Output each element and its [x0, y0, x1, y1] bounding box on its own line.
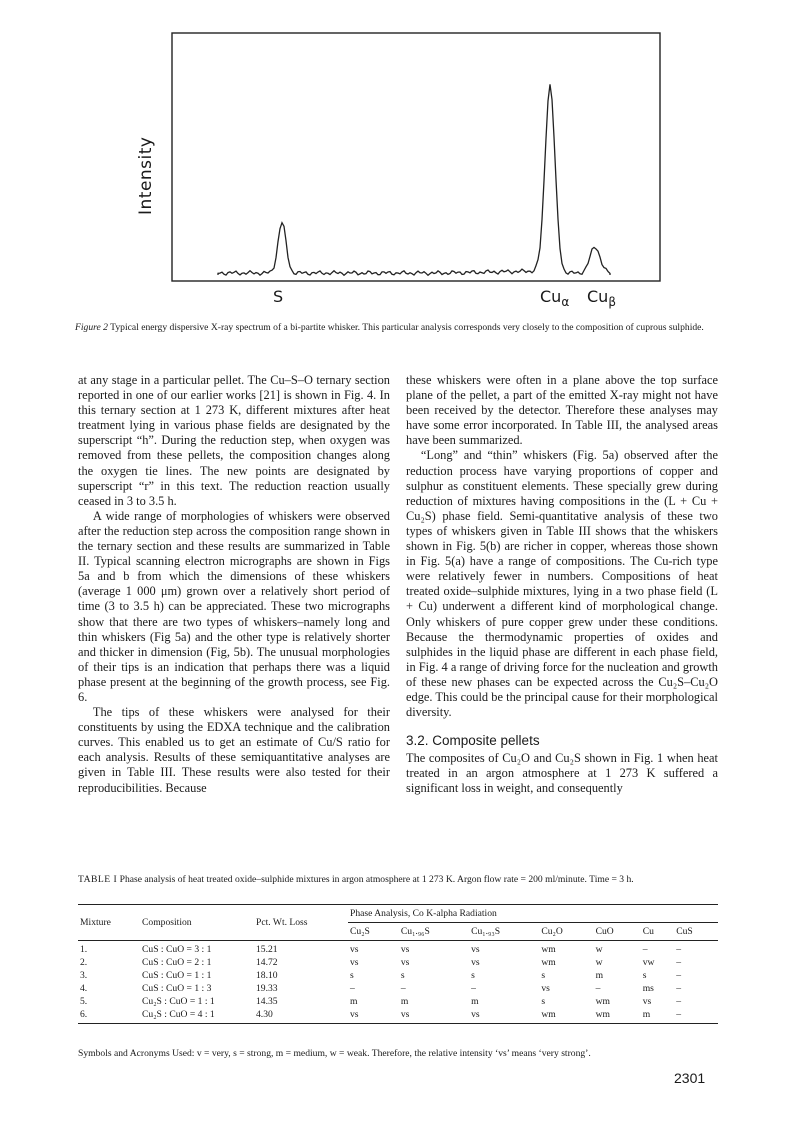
table-cell-phase: –: [471, 983, 476, 994]
table-cell-phase: vs: [469, 1008, 539, 1024]
phase-column-header: CuS: [674, 923, 718, 941]
table-cell-phase: m: [641, 1008, 675, 1024]
table-cell-phase: –: [400, 983, 406, 994]
table-row: [78, 1008, 718, 1024]
table-cell-phase: vs: [471, 957, 480, 968]
table-row: [78, 941, 718, 957]
table-cell-phase: –: [674, 1008, 718, 1024]
table-cell-loss: 14.72: [256, 957, 278, 968]
paragraph: A wide range of morphologies of whiskers were observed after the reduction step across the composition range shown in the ternary section and these results are summarized in Table II. Typical scanning electron micrographs are shown in Figs 5a and b from which the dimensions of these whiskers (average 1 000 μm) grown over a relatively short period of time (3 to 3.5 h) can be appreciated. These two micrographs show that there are two types of whiskers–namely long and thin whiskers (Fig 5a) and the other type is relatively shorter and thicker in dimension (Fig, 5b). The unusual morphologies of their tips is an indication that perhaps there was a liquid phase present at the beginning of the growth process, see Fig. 6.: [78, 508, 390, 704]
table-cell-phase: vs: [348, 1008, 399, 1024]
table-cell-phase: vs: [350, 957, 359, 968]
table-cell-phase: –: [676, 970, 681, 981]
table-cell-composition: CuS : CuO = 1 : 3: [142, 983, 212, 994]
table-row: [78, 969, 718, 982]
table-cell-mixture: 6.: [78, 1008, 140, 1024]
table-cell-loss: 14.35: [256, 996, 278, 1007]
table-cell-phase: vs: [642, 996, 652, 1007]
edx-spectrum-figure: [136, 25, 700, 320]
table-cell-mixture: 4.: [80, 983, 88, 994]
section-heading: 3.2. Composite pellets: [406, 733, 540, 749]
table-cell-mixture: 2.: [80, 957, 88, 968]
table-cell-phase: –: [676, 957, 681, 968]
spectrum-trace: [218, 84, 610, 275]
table-row: [78, 995, 718, 1008]
table-cell-phase: vs: [399, 1008, 469, 1024]
peak-label-s: S: [273, 287, 284, 306]
spectrum-chart: [140, 25, 700, 320]
table-row: [78, 956, 718, 969]
table-cell-loss: 18.10: [256, 970, 278, 981]
table-cell-phase: s: [541, 970, 546, 981]
plot-frame: [172, 33, 660, 281]
table-cell-loss: 15.21: [256, 944, 278, 955]
paragraph: The composites of Cu₂O and Cu₂S shown in Fig. 1 when heat treated in an argon atmosphere at 1 273 K suffered a significant loss in weight, and consequently: [406, 751, 718, 796]
paragraph: these whiskers were often in a plane above the top surface plane of the pellet, a part of the emitted X-ray might not have been received by the detector. Therefore these analyses may have some error incorporated. In Table III, the analysed areas have been summarized.: [406, 373, 718, 448]
table-cell-phase: wm: [539, 1008, 593, 1024]
paragraph: “Long” and “thin” whiskers (Fig. 5a) observed after the reduction process have varying proportions of copper and sulphur as constituent elements. These specially grew during reduction of mixtures having compositions in the (L + Cu + Cu₂S) phase field. Semi-quantitative analysis of these two types of whiskers given in Table III shows that the whiskers shown in Fig. 5(b) are richer in copper, whereas those shown in Fig. 5(a) have a range of compositions. The Cu-rich type were relatively fewer in numbers. Compositions of heat treated oxide–sulphide mixtures, lying in a two phase field (L + Cu) underwent a different kind of morphological change. Only whiskers of pure copper grew under these conditions. Because the thermodynamic properties of oxides and sulphides in the liquid phase are different in each phase field, in Fig. 4 a range of driving force for the nucleation and growth of these new phases can be expected across the Cu₂S–Cu₂O edge. This could be the principal cause for their morphological diversity.: [406, 448, 718, 720]
table-cell-phase: –: [676, 996, 681, 1007]
phase-column-header: Cu₁.₉₆S: [399, 923, 469, 941]
table-cell-phase: wm: [541, 957, 556, 968]
table-cell-phase: –: [676, 944, 681, 955]
peak-label-cu-alpha: $Cu_\alpha$: [540, 287, 570, 310]
right-column: [406, 373, 718, 797]
column-group-header: Phase Analysis, Co K-alpha Radiation: [348, 905, 718, 923]
table-cell-phase: –: [676, 983, 681, 994]
table-cell-phase: m: [595, 970, 604, 981]
table-cell-phase: vs: [400, 944, 410, 955]
paragraph: The tips of these whiskers were analysed for their constituents by using the EDXA technique and the calibration curves. This enabled us to get an estimate of Cu/S ratio for each analysis. Results of these semiquantitative analyses are given in Table III. These results were also tested for their reproducibilities. Because: [78, 705, 390, 795]
phase-column-header: Cu₂S: [348, 923, 399, 941]
table-cell-composition: CuS : CuO = 2 : 1: [142, 957, 212, 968]
table-cell-loss: 19.33: [256, 983, 278, 994]
table-cell-phase: s: [541, 996, 546, 1007]
table-cell-phase: s: [350, 970, 354, 981]
phase-column-header: Cu₂O: [539, 923, 593, 941]
table-cell-phase: –: [642, 944, 648, 955]
table-cell-phase: –: [595, 983, 601, 994]
table-cell-composition: Cu₂S : CuO = 4 : 1: [140, 1008, 254, 1024]
table-cell-composition: Cu₂S : CuO = 1 : 1: [142, 996, 215, 1007]
table-cell-phase: vs: [541, 983, 550, 994]
paragraph: at any stage in a particular pellet. The Cu–S–O ternary section reported in one of our earlier works [21] is shown in Fig. 4. In this ternary section at 1 273 K, different mixtures after heat treatment lying in various phase fields are designated by the superscript “h”. During the reduction step, when oxygen was removed from these pellets, the composition changes along the oxygen tie lines. The new points are designated by superscript “r” in this text. The reduction reaction usually ceased in 3 to 3.5 h.: [78, 373, 390, 508]
table-cell-composition: CuS : CuO = 3 : 1: [142, 944, 212, 955]
table-cell-phase: s: [400, 970, 405, 981]
peak-label-cu-beta: $Cu_\beta$: [587, 287, 616, 310]
phase-column-header: Cu: [641, 923, 675, 941]
page-number: 2301: [674, 1070, 706, 1086]
table-cell-phase: s: [471, 970, 475, 981]
table-cell-composition: CuS : CuO = 1 : 1: [142, 970, 212, 981]
column-header: Composition: [140, 905, 254, 941]
table-cell-phase: w: [595, 944, 603, 955]
table-cell-phase: m: [350, 996, 358, 1007]
table-cell-mixture: 3.: [80, 970, 88, 981]
column-header: Pct. Wt. Loss: [254, 905, 348, 941]
table-row: [78, 982, 718, 995]
table-cell-phase: ms: [642, 983, 654, 994]
phase-analysis-table: [78, 904, 718, 1024]
table-cell-phase: wm: [594, 1008, 641, 1024]
table-cell-loss: 4.30: [254, 1008, 348, 1024]
table-cell-phase: vs: [400, 957, 410, 968]
table-cell-phase: vw: [642, 957, 655, 968]
symbols-note: Symbols and Acronyms Used: v = very, s = strong, m = medium, w = weak. Therefore, the relative intensity ‘vs’ means ‘very strong’.: [78, 1048, 591, 1059]
table-cell-phase: wm: [541, 944, 556, 955]
table-cell-phase: –: [350, 983, 355, 994]
table-cell-mixture: 1.: [80, 944, 88, 955]
table-cell-phase: vs: [471, 944, 480, 955]
left-column: [78, 373, 390, 796]
table-caption: TABLE I Phase analysis of heat treated oxide–sulphide mixtures in argon atmosphere at 1 273 K. Argon flow rate = 200 ml/minute. Time = 3 h.: [78, 874, 634, 885]
column-header: Mixture: [78, 905, 140, 941]
table-cell-phase: m: [400, 996, 409, 1007]
table-cell-phase: s: [642, 970, 647, 981]
table-cell-phase: vs: [350, 944, 359, 955]
phase-column-header: Cu₁.₉₃S: [469, 923, 539, 941]
figure-caption: Figure 2 Typical energy dispersive X-ray spectrum of a bi-partite whisker. This particular analysis corresponds very closely to the composition of cuprous sulphide.: [75, 322, 704, 333]
phase-column-header: CuO: [594, 923, 641, 941]
table-cell-phase: wm: [595, 996, 610, 1007]
table-cell-mixture: 5.: [80, 996, 88, 1007]
y-axis-label: Intensity: [136, 136, 156, 215]
table-cell-phase: m: [471, 996, 479, 1007]
table-cell-phase: w: [595, 957, 603, 968]
